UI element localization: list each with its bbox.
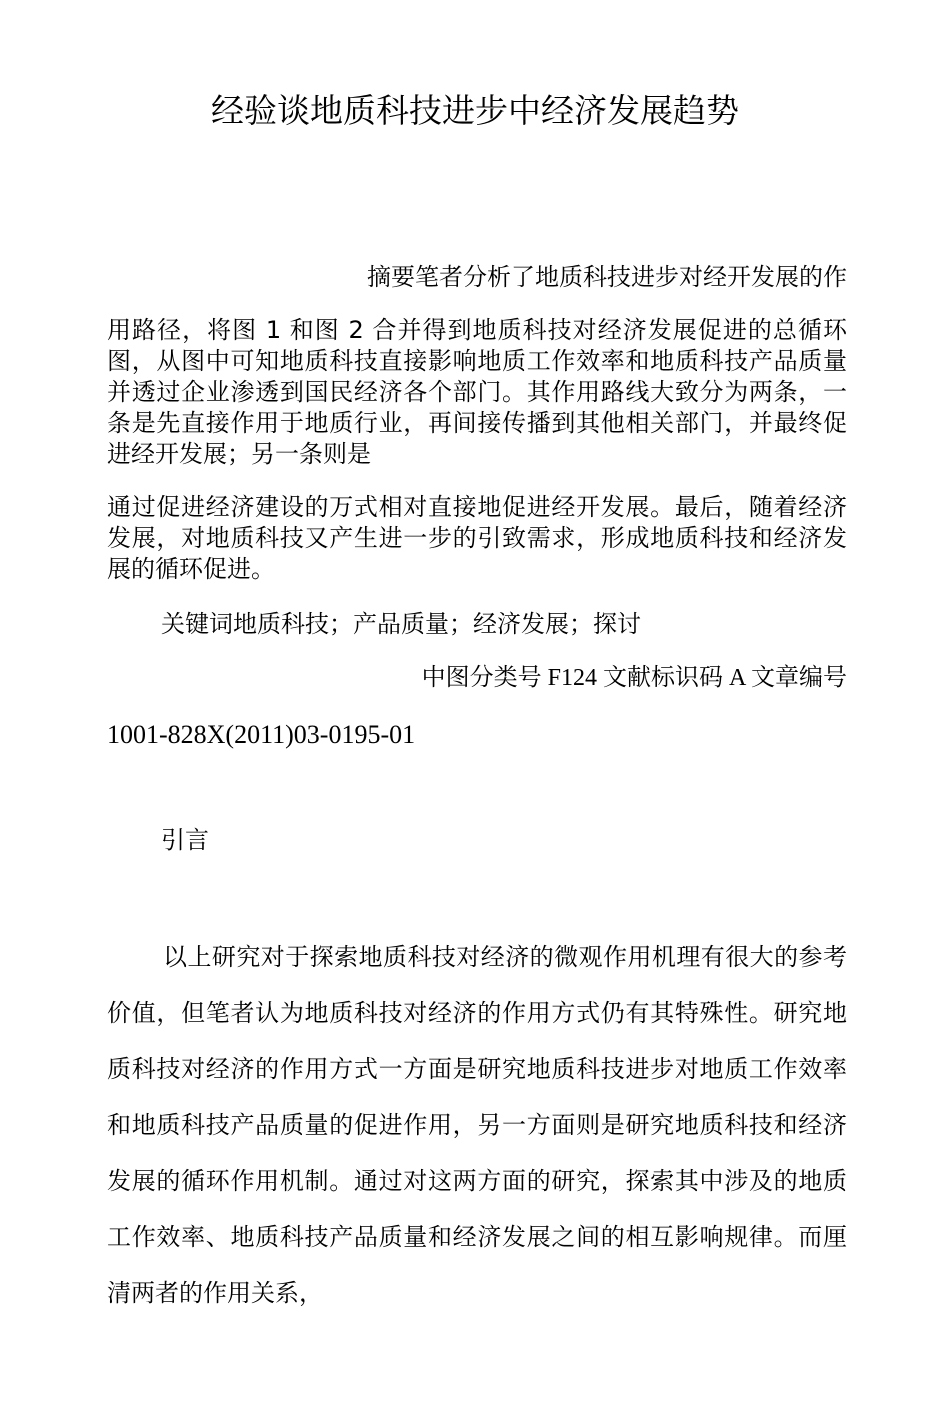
abstract-body: 用路径，将图 1 和图 2 合并得到地质科技对经济发展促进的总循环图，从图中可知地质科技直接影响地质工作效率和地质科技产品质量并透过企业渗透到国民经济各个部门。其作用路线大致分为两条，一条是先直接作用于地质行业，再间接传播到其他相关部门，并最终促进经开发展；另一条则是 bbox=[107, 316, 847, 468]
classification-line: 中图分类号 F124 文献标识码 A 文章编号 bbox=[421, 665, 847, 691]
keywords: 关键词地质科技；产品质量；经济发展；探讨 bbox=[161, 610, 641, 638]
document-title: 经验谈地质科技进步中经济发展趋势 bbox=[211, 91, 739, 130]
intro-heading: 引言 bbox=[161, 826, 209, 854]
intro-paragraph: 以上研究对于探索地质科技对经济的微观作用机理有很大的参考价值，但笔者认为地质科技对经济的作用方式仍有其特殊性。研究地质科技对经济的作用方式一方面是研究地质科技进步对地质工作效率和地质科技产品质量的促进作用，另一方面则是研究地质科技和经济发展的循环作用机制。通过对这两方面的研究，探索其中涉及的地质工作效率、地质科技产品质量和经济发展之间的相互影响规律。而厘清两者的作用关系， bbox=[107, 943, 847, 1307]
abstract-first-line: 摘要笔者分析了地质科技进步对经开发展的作 bbox=[367, 263, 847, 291]
article-number: 1001-828X(2011)03-0195-01 bbox=[107, 720, 416, 749]
abstract-body-continued: 通过促进经济建设的万式相对直接地促进经开发展。最后，随着经济发展，对地质科技又产生进一步的引致需求，形成地质科技和经济发展的循环促进。 bbox=[107, 493, 847, 583]
